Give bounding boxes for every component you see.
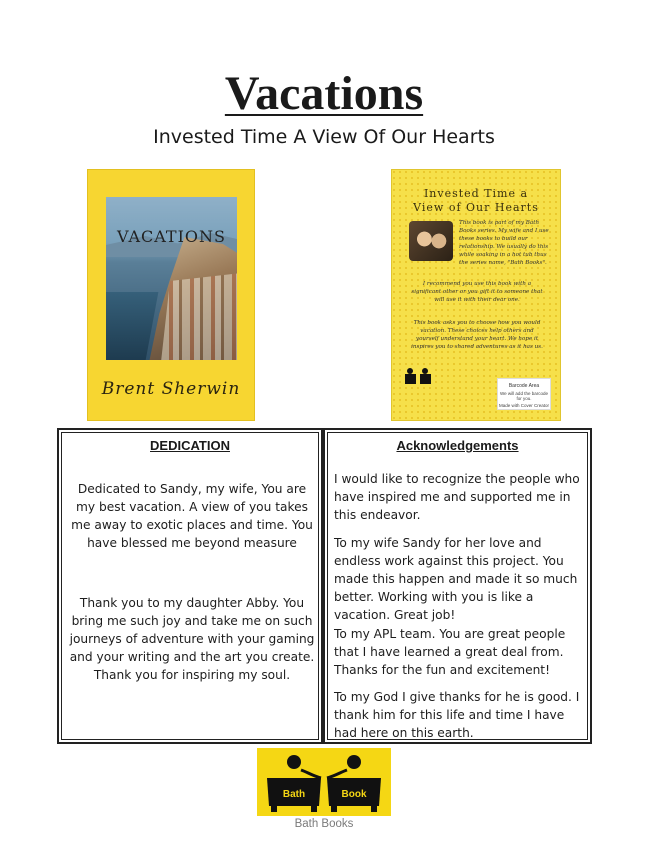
logo-left-word: Bath <box>282 789 306 800</box>
front-cover-image <box>87 169 255 421</box>
acknowledgements-paragraph: To my God I give thanks for he is good. I thank him for this life and time I have had here on this earth. <box>334 690 580 740</box>
page-title: Vacations <box>224 67 424 120</box>
dedication-heading: DEDICATION <box>150 438 230 453</box>
logo-caption: Bath Books <box>294 818 354 830</box>
acknowledgements-heading: Acknowledgements <box>396 438 519 453</box>
dedication-box <box>57 428 323 744</box>
cover-author: Brent Sherwin <box>101 379 241 399</box>
bath-books-logo <box>257 748 391 816</box>
author-photo <box>409 221 453 261</box>
back-cover-image <box>391 169 561 421</box>
cover-title: VACATIONS <box>116 227 226 246</box>
logo-right-word: Book <box>341 789 367 800</box>
barcode-area: Barcode Area We will add the barcode for you. Made with Cover Creator <box>497 378 551 410</box>
dedication-paragraph: Thank you to my daughter Abby. You bring me such joy and take me on such journeys of adventure with your gaming and your writing and the art you create. Thank you for inspiring my soul. <box>69 596 315 682</box>
acknowledgements-box <box>323 428 592 744</box>
back-cover-title: Invested Time a View of Our Hearts <box>413 187 539 214</box>
back-cover-paragraph: I recommend you use this book with a significant other or you gift it to someone that will use it with their dear one. <box>411 281 543 303</box>
acknowledgements-paragraph: To my APL team. You are great people that I have learned a great deal from. Thanks for the fun and excitement! <box>334 627 566 677</box>
dedication-paragraph: Dedicated to Sandy, my wife, You are my best vacation. A view of you takes me away to exotic places and time. You have blessed me beyond measure <box>71 482 313 550</box>
back-cover-paragraph: This book is part of my Bath Books series. My wife and I use these books to build our relationship. We usually do this while soaking in a hot tub thus the series name, "Bath Books". <box>459 220 549 266</box>
bath-books-logo-small <box>403 366 433 386</box>
cover-photo <box>106 197 237 360</box>
acknowledgements-paragraph: To my wife Sandy for her love and endless work against this project. You made this happen and made it so much better. Working with you is like a vacation. Great job! <box>334 536 578 622</box>
back-cover-paragraph: This book asks you to choose how you would vacation. These choices help others and yourself understand your heart. We hope it inspires you to shared adventures as it has us. <box>411 320 543 350</box>
acknowledgements-paragraph: I would like to recognize the people who have inspired me and supported me in this endeavor. <box>334 472 580 522</box>
page-subtitle: Invested Time A View Of Our Hearts <box>153 126 495 148</box>
